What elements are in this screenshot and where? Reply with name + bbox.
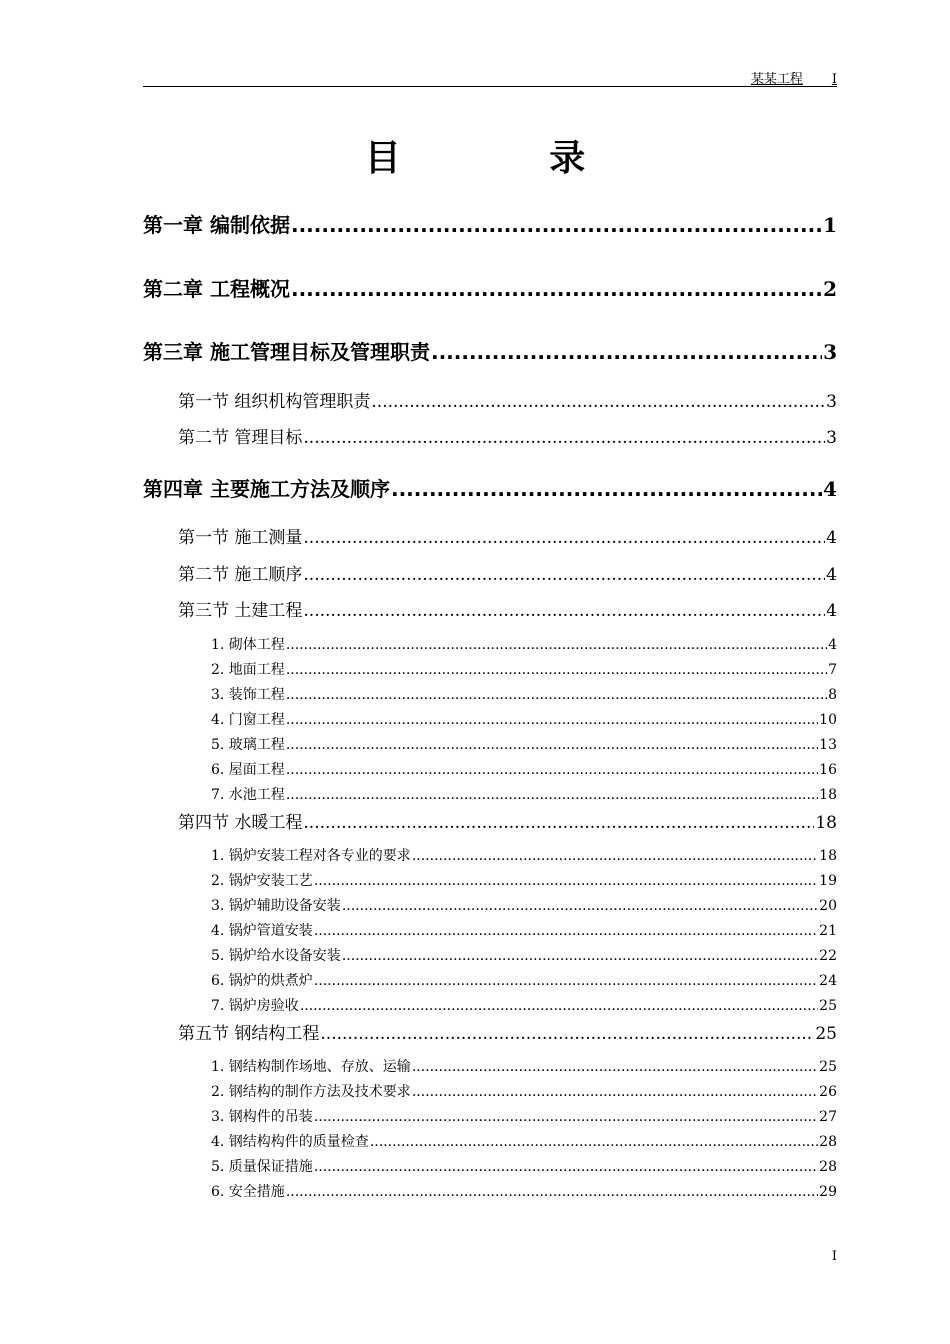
toc-item-row[interactable] [211,945,837,965]
toc-entry-page-number: 25 [819,1059,837,1075]
toc-entry-label: 第三章 施工管理目标及管理职责 [143,340,430,364]
toc-entry-label: 4. 锅炉管道安装 [211,923,313,939]
toc-dot-leader [303,565,825,585]
toc-entry-page-number: 4 [823,477,837,501]
toc-entry-page-number: 8 [828,687,837,703]
toc-entry-page-number: 28 [819,1134,837,1150]
toc-chapter-row[interactable] [143,273,837,302]
toc-entry-page-number: 1 [823,213,837,237]
toc-dot-leader [314,1159,818,1175]
toc-entry-page-number: 2 [823,277,837,301]
toc-entry-page-number: 24 [819,973,837,989]
toc-entry-label: 第二节 施工顺序 [178,565,303,585]
toc-item-row[interactable] [211,920,837,940]
toc-entry-page-number: 16 [819,762,837,778]
toc-entry-page-number: 3 [826,392,837,412]
toc-section-row[interactable] [178,523,837,548]
toc-dot-leader [342,948,818,964]
toc-section-row[interactable] [178,387,837,412]
toc-item-row[interactable] [211,1156,837,1176]
toc-entry-page-number: 3 [826,428,837,448]
toc-entry-label: 1. 砌体工程 [211,637,285,653]
page-title-char-1: 目 [364,138,401,179]
toc-section-row[interactable] [178,1019,837,1044]
toc-entry-page-number: 22 [819,948,837,964]
toc-entry-label: 第四节 水暖工程 [178,813,303,833]
toc-entry-page-number: 10 [819,712,837,728]
toc-entry-label: 6. 屋面工程 [211,762,285,778]
toc-entry-label: 第二章 工程概况 [143,277,290,301]
toc-item-row[interactable] [211,709,837,729]
toc-dot-leader [303,528,825,548]
toc-item-row[interactable] [211,1106,837,1126]
toc-entry-label: 第四章 主要施工方法及顺序 [143,477,390,501]
toc-entry-label: 第一节 组织机构管理职责 [178,392,371,412]
toc-item-row[interactable] [211,659,837,679]
toc-chapter-row[interactable] [143,336,837,365]
toc-entry-label: 第五节 钢结构工程 [178,1024,320,1044]
toc-entry-label: 5. 质量保证措施 [211,1159,313,1175]
toc-dot-leader [291,277,822,301]
toc-entry-page-number: 28 [819,1159,837,1175]
toc-entry-page-number: 26 [819,1084,837,1100]
toc-dot-leader [320,1024,814,1044]
toc-item-row[interactable] [211,845,837,865]
toc-entry-label: 6. 锅炉的烘煮炉 [211,973,313,989]
header-title: 某某工程 [750,72,803,87]
toc-entry-label: 1. 钢结构制作场地、存放、运输 [211,1059,411,1075]
toc-entry-label: 第三节 土建工程 [178,601,303,621]
toc-item-row[interactable] [211,1181,837,1201]
toc-entry-page-number: 13 [819,737,837,753]
toc-item-row[interactable] [211,1131,837,1151]
toc-item-row[interactable] [211,734,837,754]
toc-dot-leader [303,428,825,448]
toc-entry-label: 2. 锅炉安装工艺 [211,873,313,889]
toc-entry-label: 第二节 管理目标 [178,428,303,448]
toc-dot-leader [286,787,818,803]
toc-dot-leader [286,737,818,753]
toc-entry-page-number: 20 [819,898,837,914]
toc-dot-leader [370,1134,818,1150]
toc-dot-leader [391,477,822,501]
toc-item-row[interactable] [211,684,837,704]
toc-item-row[interactable] [211,784,837,804]
toc-entry-page-number: 29 [819,1184,837,1200]
toc-entry-label: 5. 锅炉给水设备安装 [211,948,341,964]
toc-dot-leader [303,601,825,621]
toc-dot-leader [286,712,818,728]
toc-dot-leader [314,873,818,889]
toc-entry-page-number: 4 [826,528,837,548]
toc-dot-leader [291,213,822,237]
toc-entry-label: 7. 水池工程 [211,787,285,803]
header-page-number: I [831,72,837,87]
toc-dot-leader [314,923,818,939]
toc-dot-leader [431,340,822,364]
toc-item-row[interactable] [211,759,837,779]
toc-dot-leader [412,1084,818,1100]
toc-dot-leader [286,687,827,703]
toc-entry-label: 1. 锅炉安装工程对各专业的要求 [211,848,411,864]
toc-dot-leader [286,637,827,653]
toc-entry-label: 5. 玻璃工程 [211,737,285,753]
toc-entry-label: 2. 地面工程 [211,662,285,678]
toc-dot-leader [314,1109,818,1125]
toc-entry-page-number: 18 [819,787,837,803]
toc-entry-label: 2. 钢结构的制作方法及技术要求 [211,1084,411,1100]
toc-dot-leader [412,848,818,864]
toc-entry-label: 第一章 编制依据 [143,213,290,237]
toc-entry-page-number: 25 [815,1024,837,1044]
page-title-char-2: 录 [549,138,586,179]
toc-dot-leader [314,973,818,989]
footer-page-number: I [831,1249,837,1264]
toc-item-row[interactable] [211,970,837,990]
toc-item-row[interactable] [211,895,837,915]
toc-item-row[interactable] [211,870,837,890]
toc-entry-page-number: 21 [819,923,837,939]
toc-entry-page-number: 4 [826,565,837,585]
toc-dot-leader [342,898,818,914]
toc-dot-leader [303,813,814,833]
toc-chapter-row[interactable] [143,209,837,238]
toc-entry-label: 3. 钢构件的吊装 [211,1109,313,1125]
toc-dot-leader [300,998,818,1014]
toc-section-row[interactable] [178,423,837,448]
toc-entry-label: 6. 安全措施 [211,1184,285,1200]
toc-entry-label: 4. 钢结构构件的质量检查 [211,1134,369,1150]
toc-dot-leader [286,1184,818,1200]
toc-entry-label: 3. 装饰工程 [211,687,285,703]
toc-entry-page-number: 18 [815,813,837,833]
toc-section-row[interactable] [178,808,837,833]
toc-entry-page-number: 25 [819,998,837,1014]
toc-entry-page-number: 3 [823,340,837,364]
toc-entry-page-number: 4 [826,601,837,621]
toc-entry-page-number: 7 [828,662,837,678]
toc-item-row[interactable] [211,1056,837,1076]
toc-item-row[interactable] [211,995,837,1015]
toc-dot-leader [412,1059,818,1075]
toc-chapter-row[interactable] [143,473,837,502]
toc-entry-page-number: 4 [828,637,837,653]
toc-dot-leader [286,762,818,778]
toc-entry-page-number: 19 [819,873,837,889]
toc-section-row[interactable] [178,596,837,621]
toc-entry-label: 3. 锅炉辅助设备安装 [211,898,341,914]
toc-item-row[interactable] [211,634,837,654]
toc-entry-label: 第一节 施工测量 [178,528,303,548]
toc-item-row[interactable] [211,1081,837,1101]
toc-entry-label: 4. 门窗工程 [211,712,285,728]
toc-section-row[interactable] [178,560,837,585]
toc-dot-leader [371,392,825,412]
toc-entry-page-number: 18 [819,848,837,864]
toc-entry-label: 7. 锅炉房验收 [211,998,299,1014]
toc-dot-leader [286,662,827,678]
toc-entry-page-number: 27 [819,1109,837,1125]
